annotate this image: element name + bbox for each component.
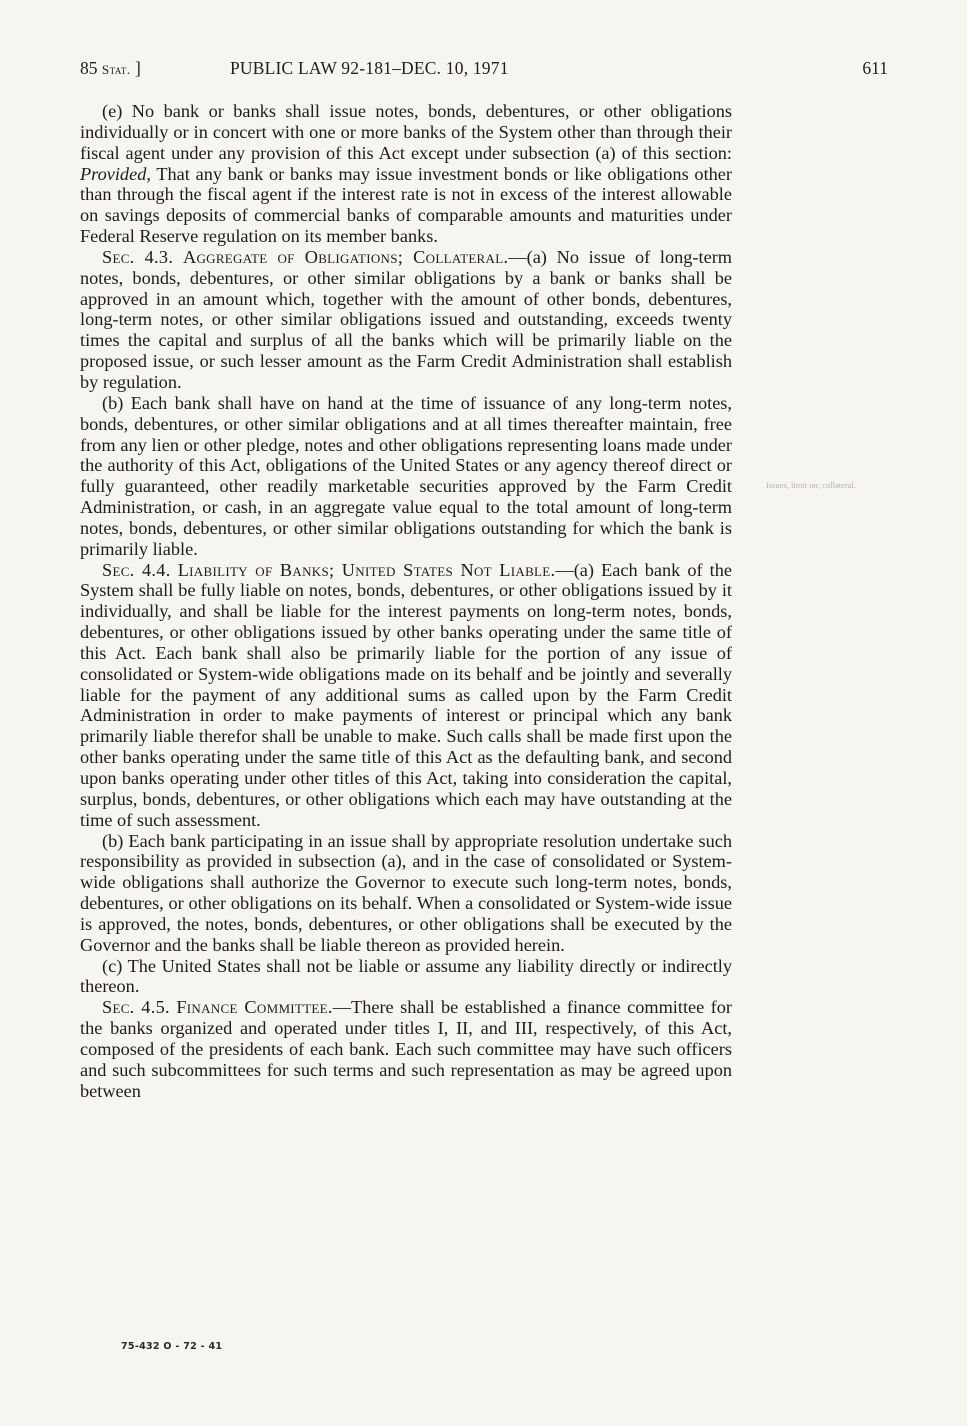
proviso-term: Provided <box>80 163 147 184</box>
section-number: Sec. 4.3. <box>102 246 174 267</box>
paragraph-4-4b <box>80 831 732 956</box>
printing-code: 75-432 O - 72 - 41 <box>121 1341 223 1352</box>
section-4-3-paragraph <box>80 247 732 393</box>
margin-note: Issues, limit on; collateral. <box>766 480 856 490</box>
paragraph-text: (c) The United States shall not be liable or assume any liability directly or indirectly thereon. <box>80 955 732 997</box>
paragraph-4-3b <box>80 393 732 560</box>
paragraph-text: (b) Each bank participating in an issue shall by appropriate resolution undertake such responsibility as provided in subsection (a), and in the case of consolidated or System-wide obligations shall authorize the Governor to execute such long-term notes, bonds, debentures, or other obligations on its behalf. When a consolidated or System-wide issue is approved, the notes, bonds, debentures, or other obligations shall be executed by the Governor and the banks shall be liable thereon as provided herein. <box>80 830 732 955</box>
paragraph-4-2e <box>80 101 732 247</box>
section-heading: Liability of Banks; United States Not Liable. <box>177 559 556 580</box>
section-4-5-paragraph <box>80 997 732 1101</box>
stat-bracket: ] <box>130 58 141 78</box>
stat-label: Stat. <box>101 62 131 77</box>
p1-text-b: , That any bank or banks may issue investment bonds or like obligations other than through the fiscal agent if the interest rate is not in excess of the interest allowable on savings deposits of commercial banks of comparable amounts and maturities under Federal Reserve regulation on its member banks. <box>80 163 732 247</box>
paragraph-text: (b) Each bank shall have on hand at the time of issuance of any long-term notes, bonds, debentures, or other similar obligations and at all times thereafter maintain, free from any lien or other pledge, notes and other obligations representing loans made under the authority of this Act, obligations of the United States or any agency thereof direct or fully guaranteed, other readily marketable securities approved by the Farm Credit Administration, or cash, in an aggregate value equal to the total amount of long-term notes, bonds, debentures, or other similar obligations outstanding for which the bank is primarily liable. <box>80 392 732 559</box>
document-body <box>80 101 732 1102</box>
section-text: —(a) Each bank of the System shall be fully liable on notes, bonds, debentures, or other obligations issued by it individually, and shall be liable for the interest payments on long-term notes, bonds, debentures, or other obligations issued by other banks operating under the same title of this Act. Each bank shall also be primarily liable for the portion of any issue of consolidated or System-wide obligations made on its behalf and be jointly and severally liable for the payment of any additional sums as called upon by the Farm Credit Administration in order to make payments of interest or principal which any bank primarily liable therefor shall be unable to make. Such calls shall be made first upon the other banks operating under the same title of this Act as the defaulting bank, and second upon banks operating under other titles of this Act, taking into consideration the capital, surplus, bonds, debentures, or other obligations which each may have outstanding at the time of such assessment. <box>80 559 733 830</box>
section-4-4-paragraph <box>80 560 732 831</box>
stat-number: 85 <box>80 58 98 78</box>
statute-reference <box>80 58 141 79</box>
section-text: —(a) No issue of long-term notes, bonds, debentures, or other similar obligations by a bank or banks shall be approved in an amount which, together with the amount of other bonds, debentures, long-term notes, or other similar obligations issued and outstanding, exceeds twenty times the capital and surplus of all the banks which will be primarily liable on the proposed issue, or such lesser amount as the Farm Credit Administration shall establish by regulation. <box>80 246 733 392</box>
running-title: PUBLIC LAW 92-181–DEC. 10, 1971 <box>230 58 509 78</box>
section-text: —There shall be established a finance committee for the banks organized and operated under titles I, II, and III, respectively, of this Act, composed of the presidents of each bank. Each such committee may have such officers and such subcommittees for such terms and such representation as may be agreed upon between <box>80 997 732 1101</box>
section-heading: Aggregate of Obligations; Collateral. <box>182 246 509 267</box>
paragraph-4-4c <box>80 956 732 998</box>
section-number: Sec. 4.4. <box>102 559 171 580</box>
page-header <box>80 58 888 82</box>
section-number: Sec. 4.5. <box>102 997 170 1018</box>
section-heading: Finance Committee. <box>176 997 333 1018</box>
page-number: 611 <box>862 58 888 78</box>
p1-text-a: (e) No bank or banks shall issue notes, bonds, debentures, or other obligations individually or in concert with one or more banks of the System other than through their fiscal agent under any provision of this Act except under subsection (a) of this section: <box>80 101 732 163</box>
